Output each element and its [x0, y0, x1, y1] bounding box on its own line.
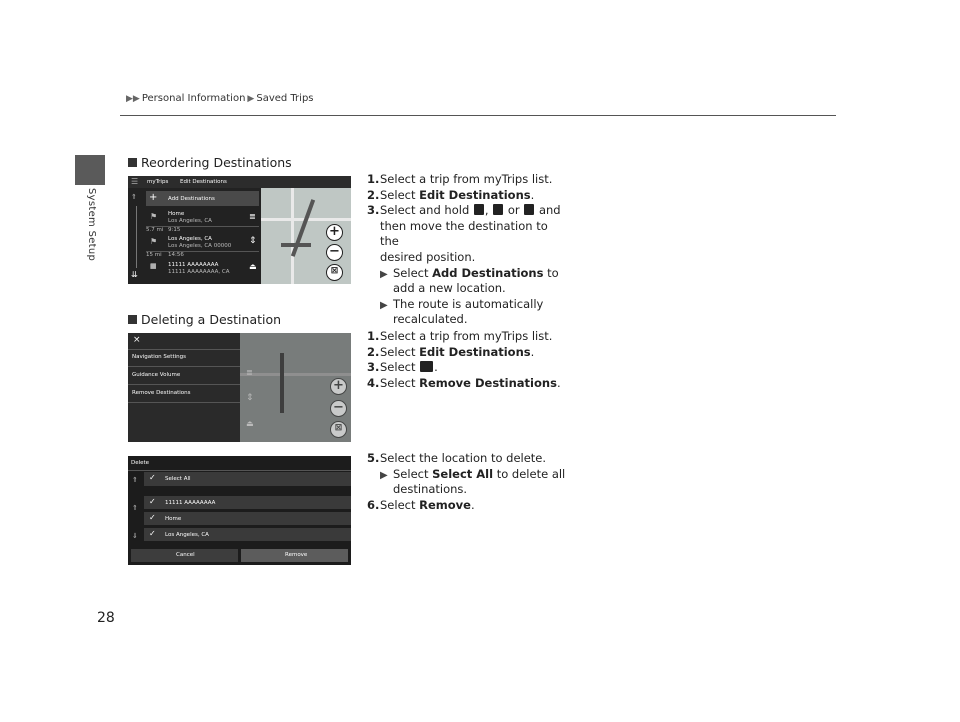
steps-reorder: [367, 172, 567, 328]
side-tab-label: System Setup: [86, 188, 97, 262]
menu-item[interactable]: Guidance Volume: [132, 372, 181, 378]
scroll-track: [136, 206, 137, 268]
leg-time: 14:56: [168, 252, 184, 258]
leg-time: 9:15: [168, 227, 181, 233]
section-heading: [128, 312, 281, 327]
screenshot-delete: [128, 456, 351, 565]
reorder-updown-icon[interactable]: ⇕: [249, 236, 257, 246]
divider: [146, 251, 259, 252]
up-icon[interactable]: ⇑: [132, 504, 138, 512]
reorder-up-icon: [524, 204, 534, 215]
down-icon[interactable]: ⇊: [131, 270, 138, 279]
divider: [128, 470, 351, 471]
screen-title: Delete: [131, 460, 150, 466]
arrow-icon: ▶: [380, 268, 388, 280]
screenshot-menu: [128, 333, 351, 442]
square-bullet-icon: [128, 315, 137, 324]
up-icon[interactable]: ⇑: [131, 193, 137, 201]
map-route: [280, 353, 284, 413]
step: 4. Select Remove Destinations.: [367, 375, 561, 390]
reorder-down-icon: ≣: [246, 368, 253, 377]
step-note: ▶ The route is automatically recalculated.: [380, 296, 544, 327]
step-note: ▶ Select Select All to delete all destinations.: [380, 466, 566, 497]
map-route: [281, 243, 311, 247]
list-item-label: Home: [165, 516, 182, 522]
square-bullet-icon: [128, 158, 137, 167]
header-rule: [120, 115, 836, 116]
breadcrumb: [126, 93, 314, 104]
item-address: Los Angeles, CA: [168, 218, 212, 224]
flag-icon: ⚑: [150, 237, 158, 246]
tab-mytrips[interactable]: myTrips: [147, 179, 169, 185]
section-title: Reordering Destinations: [141, 155, 292, 170]
side-tab: [75, 155, 105, 185]
map-route: [291, 199, 315, 257]
divider: [128, 402, 240, 403]
step-note: ▶ Select Add Destinations to add a new location.: [380, 265, 559, 296]
add-destinations-label: Add Destinations: [168, 196, 215, 202]
item-address: 11111 AAAAAAAA, CA: [168, 269, 230, 275]
breadcrumb-item[interactable]: Saved Trips: [256, 93, 314, 104]
remove-label: Remove: [285, 552, 308, 558]
list-item-label: Los Angeles, CA: [165, 532, 209, 538]
item-name[interactable]: Los Angeles, CA: [168, 236, 212, 242]
reorder-updown-icon: ⇕: [246, 393, 254, 403]
step: 1. Select a trip from myTrips list.: [367, 172, 553, 186]
flag-icon: ⚑: [150, 212, 158, 221]
checkered-flag-icon: ▦: [150, 262, 157, 270]
divider: [128, 384, 240, 385]
reorder-up-icon[interactable]: ⏏: [249, 262, 257, 271]
steps-delete-continued: [367, 451, 567, 513]
section-heading: [128, 155, 292, 170]
step: 3. Select and hold , or and then move the destination to the desired position.: [367, 203, 561, 264]
leg-distance: 5.7 mi: [146, 227, 164, 233]
reorder-updown-icon: [493, 204, 503, 215]
step: 2. Select Edit Destinations.: [367, 344, 535, 359]
check-icon: ✓: [149, 513, 156, 522]
divider: [128, 349, 240, 350]
tab-edit-destinations[interactable]: Edit Destinations: [180, 179, 227, 185]
cancel-label: Cancel: [176, 552, 195, 558]
step: 1. Select a trip from myTrips list.: [367, 329, 553, 343]
step: 2. Select Edit Destinations.: [367, 187, 535, 202]
item-name[interactable]: Home: [168, 211, 185, 217]
breadcrumb-arrow-icon: ▶▶: [126, 93, 140, 104]
step: 5. Select the location to delete.: [367, 451, 547, 465]
arrow-icon: ▶: [380, 469, 388, 481]
page-number: 28: [97, 610, 115, 626]
zoom-in-icon[interactable]: +: [326, 224, 343, 241]
item-name[interactable]: 11111 AAAAAAAA: [168, 262, 219, 268]
list-item-label: 11111 AAAAAAAA: [165, 500, 216, 506]
breadcrumb-arrow-icon: ▶: [247, 93, 255, 104]
zoom-out-icon: −: [330, 400, 347, 417]
plus-icon: +: [149, 192, 158, 203]
fit-route-icon: ⊠: [330, 421, 347, 438]
zoom-in-icon: +: [330, 378, 347, 395]
select-all-label: Select All: [165, 476, 191, 482]
screenshot-reorder: [128, 176, 351, 284]
breadcrumb-item[interactable]: Personal Information: [141, 93, 246, 104]
menu-item[interactable]: Navigation Settings: [132, 354, 186, 360]
check-icon: ✓: [149, 529, 156, 538]
step: 3. Select .: [367, 360, 438, 375]
steps-delete: [367, 329, 567, 391]
map-road: [240, 373, 351, 376]
down-icon[interactable]: ⇓: [132, 532, 138, 540]
menu-icon[interactable]: ☰: [131, 177, 139, 186]
divider: [128, 366, 240, 367]
reorder-down-icon[interactable]: ≣: [249, 212, 256, 221]
close-icon[interactable]: ×: [133, 335, 141, 345]
check-icon: ✓: [149, 497, 156, 506]
map-road: [291, 188, 294, 284]
reorder-up-icon: ⏏: [246, 419, 254, 428]
section-title: Deleting a Destination: [141, 312, 282, 327]
leg-distance: 15 mi: [146, 252, 162, 258]
fit-route-icon[interactable]: ⊠: [326, 264, 343, 281]
arrow-icon: ▶: [380, 299, 388, 311]
reorder-down-icon: [474, 204, 484, 215]
menu-item[interactable]: Remove Destinations: [132, 390, 191, 396]
item-address: Los Angeles, CA 00000: [168, 243, 232, 249]
up-icon[interactable]: ⇑: [132, 476, 138, 484]
check-icon: ✓: [149, 473, 156, 482]
menu-icon: [420, 361, 433, 372]
step: 6. Select Remove.: [367, 497, 475, 512]
zoom-out-icon[interactable]: −: [326, 244, 343, 261]
